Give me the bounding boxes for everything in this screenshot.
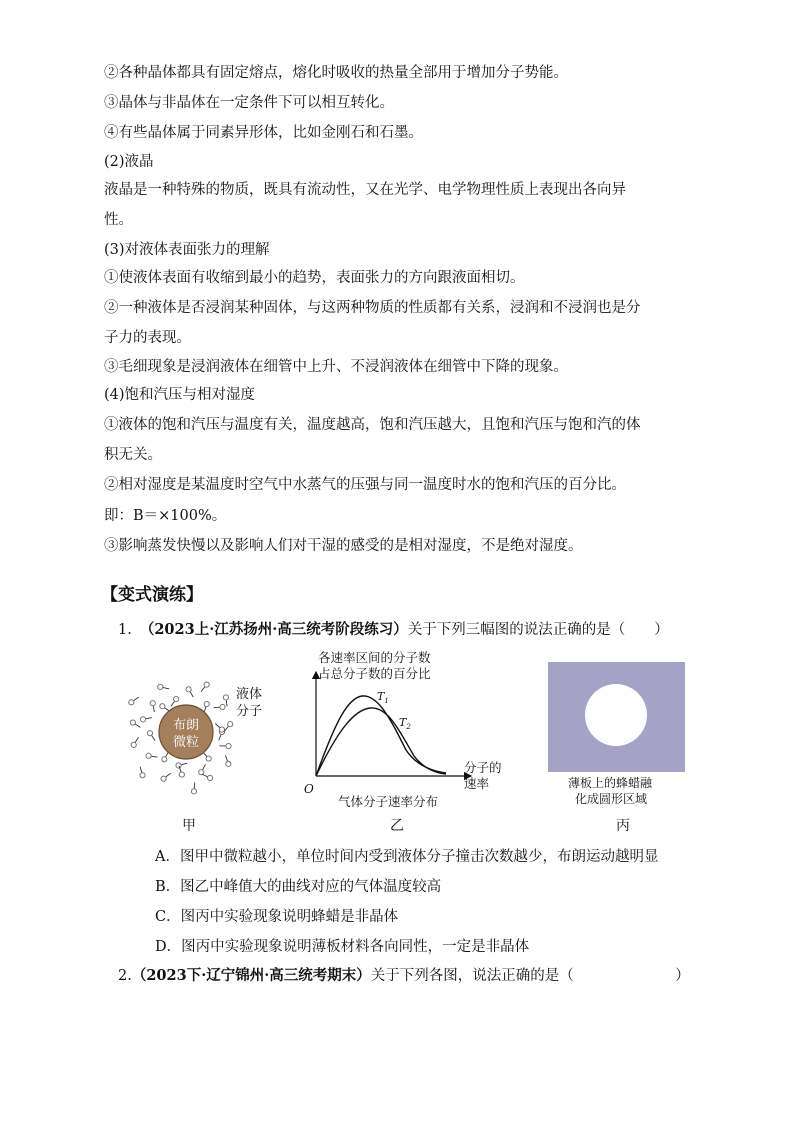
- text-line: ③晶体与非晶体在一定条件下可以相互转化。: [104, 95, 394, 111]
- text-line: 积无关。: [104, 447, 162, 463]
- curve-t2: [316, 708, 446, 776]
- liquid-molecule: [204, 701, 209, 706]
- liquid-molecule: [226, 761, 231, 766]
- question-stem: 关于下列各图，说法正确的是（ ）: [370, 968, 690, 984]
- liquid-molecule: [191, 789, 196, 794]
- particle-label-line-1: 布朗: [172, 718, 200, 733]
- option-d: D．图丙中实验现象说明薄板材料各向同性，一定是非晶体: [155, 939, 530, 955]
- text-line: 液晶是一种特殊的物质，既具有流动性，又在光学、电学物理性质上表现出各向异: [104, 182, 626, 198]
- subheading: (4)饱和汽压与相对湿度: [104, 387, 256, 403]
- liquid-molecule: [147, 731, 152, 736]
- text-line: ①使液体表面有收缩到最小的趋势，表面张力的方向跟液面相切。: [104, 270, 525, 286]
- text-line: ③毛细现象是浸润液体在细管中上升、不浸润液体在细管中下降的现象。: [104, 359, 568, 375]
- liquid-molecule: [207, 775, 212, 780]
- liquid-molecule: [130, 720, 135, 725]
- liquid-molecule: [140, 717, 145, 722]
- liquid-molecule: [179, 772, 184, 777]
- curve-t1: [316, 696, 446, 776]
- text-line: ②各种晶体都具有固定熔点，熔化时吸收的热量全部用于增加分子势能。: [104, 65, 568, 81]
- question-number: 1.: [118, 622, 132, 638]
- liquid-molecule: [226, 743, 231, 748]
- distribution-title: 气体分子速率分布: [338, 794, 439, 809]
- question-1: [118, 621, 669, 639]
- liquid-molecule: [220, 704, 225, 709]
- melted-wax-circle: [585, 684, 647, 746]
- text-line: 子力的表现。: [104, 330, 191, 346]
- caption-yi: 乙: [390, 818, 404, 834]
- figure-speed-distribution: [296, 650, 516, 810]
- question-stem: 关于下列三幅图的说法正确的是（ ）: [407, 622, 669, 638]
- question-source: （2023下·辽宁锦州·高三统考期末）: [131, 967, 371, 984]
- liquid-molecule: [131, 742, 136, 747]
- xlabel-line-1: 分子的: [464, 760, 502, 775]
- liquid-molecule: [146, 753, 151, 758]
- formula-line: 即：B＝×100%。: [104, 508, 227, 524]
- option-b: B．图乙中峰值大的曲线对应的气体温度较高: [155, 879, 442, 895]
- text-line: 性。: [104, 212, 133, 228]
- text-line: ②一种液体是否浸润某种固体，与这两种物质的性质都有关系，浸润和不浸润也是分: [104, 300, 641, 316]
- question-2: [118, 967, 690, 985]
- option-c: C．图丙中实验现象说明蜂蜡是非晶体: [155, 909, 399, 925]
- xlabel-line-2: 速率: [464, 776, 490, 791]
- question-number: 2.: [118, 968, 132, 984]
- question-source: （2023上·江苏扬州·高三统考阶段练习）: [139, 621, 408, 638]
- liquid-molecule: [176, 763, 181, 768]
- subheading: (3)对液体表面张力的理解: [104, 242, 270, 258]
- liquid-molecule: [204, 682, 209, 687]
- particle-label-line-2: 微粒: [172, 735, 200, 750]
- wax-plate: [548, 662, 685, 772]
- liquid-molecule: [161, 776, 166, 781]
- text-line: ③影响蒸发快慢以及影响人们对干湿的感受的是相对湿度，不是绝对湿度。: [104, 538, 583, 554]
- option-a: A．图甲中微粒越小，单位时间内受到液体分子撞击次数越少，布朗运动越明显: [155, 849, 659, 865]
- t1-label: $T_1$: [377, 690, 389, 705]
- t2-label: $T_2$: [399, 716, 411, 731]
- liquid-molecule: [206, 756, 211, 761]
- liquid-molecule: [186, 687, 191, 692]
- caption-jia: 甲: [182, 818, 196, 834]
- liquid-molecule: [150, 701, 155, 706]
- figure-brownian: [126, 680, 286, 800]
- liquid-molecule: [174, 697, 179, 702]
- liquid-label-line-2: 分子: [236, 704, 263, 719]
- origin-label: O: [304, 782, 314, 796]
- text-line: ④有些晶体属于同素异形体，比如金刚石和石墨。: [104, 125, 423, 141]
- subheading: (2)液晶: [104, 154, 154, 170]
- text-line: ①液体的饱和汽压与温度有关，温度越高，饱和汽压越大，且饱和汽压与饱和汽的体: [104, 417, 641, 433]
- liquid-molecule: [228, 722, 233, 727]
- section-heading: 【变式演练】: [101, 585, 203, 605]
- liquid-molecule: [223, 695, 228, 700]
- liquid-molecule: [129, 700, 134, 705]
- ylabel-line-1: 各速率区间的分子数: [318, 650, 431, 665]
- liquid-label-line-1: 液体: [236, 687, 263, 702]
- liquid-molecule: [140, 773, 145, 778]
- plate-label-line-2: 化成圆形区域: [575, 792, 648, 806]
- plate-label-line-1: 薄板上的蜂蜡融: [568, 776, 653, 790]
- text-line: ②相对湿度是某温度时空气中水蒸气的压强与同一温度时水的饱和汽压的百分比。: [104, 477, 626, 493]
- liquid-molecule: [162, 757, 167, 762]
- liquid-molecule: [219, 727, 224, 732]
- caption-bing: 丙: [616, 818, 630, 834]
- liquid-molecule: [199, 770, 204, 775]
- liquid-molecule: [158, 684, 163, 689]
- liquid-molecule: [160, 704, 165, 709]
- ylabel-line-2: 占总分子数的百分比: [318, 666, 431, 681]
